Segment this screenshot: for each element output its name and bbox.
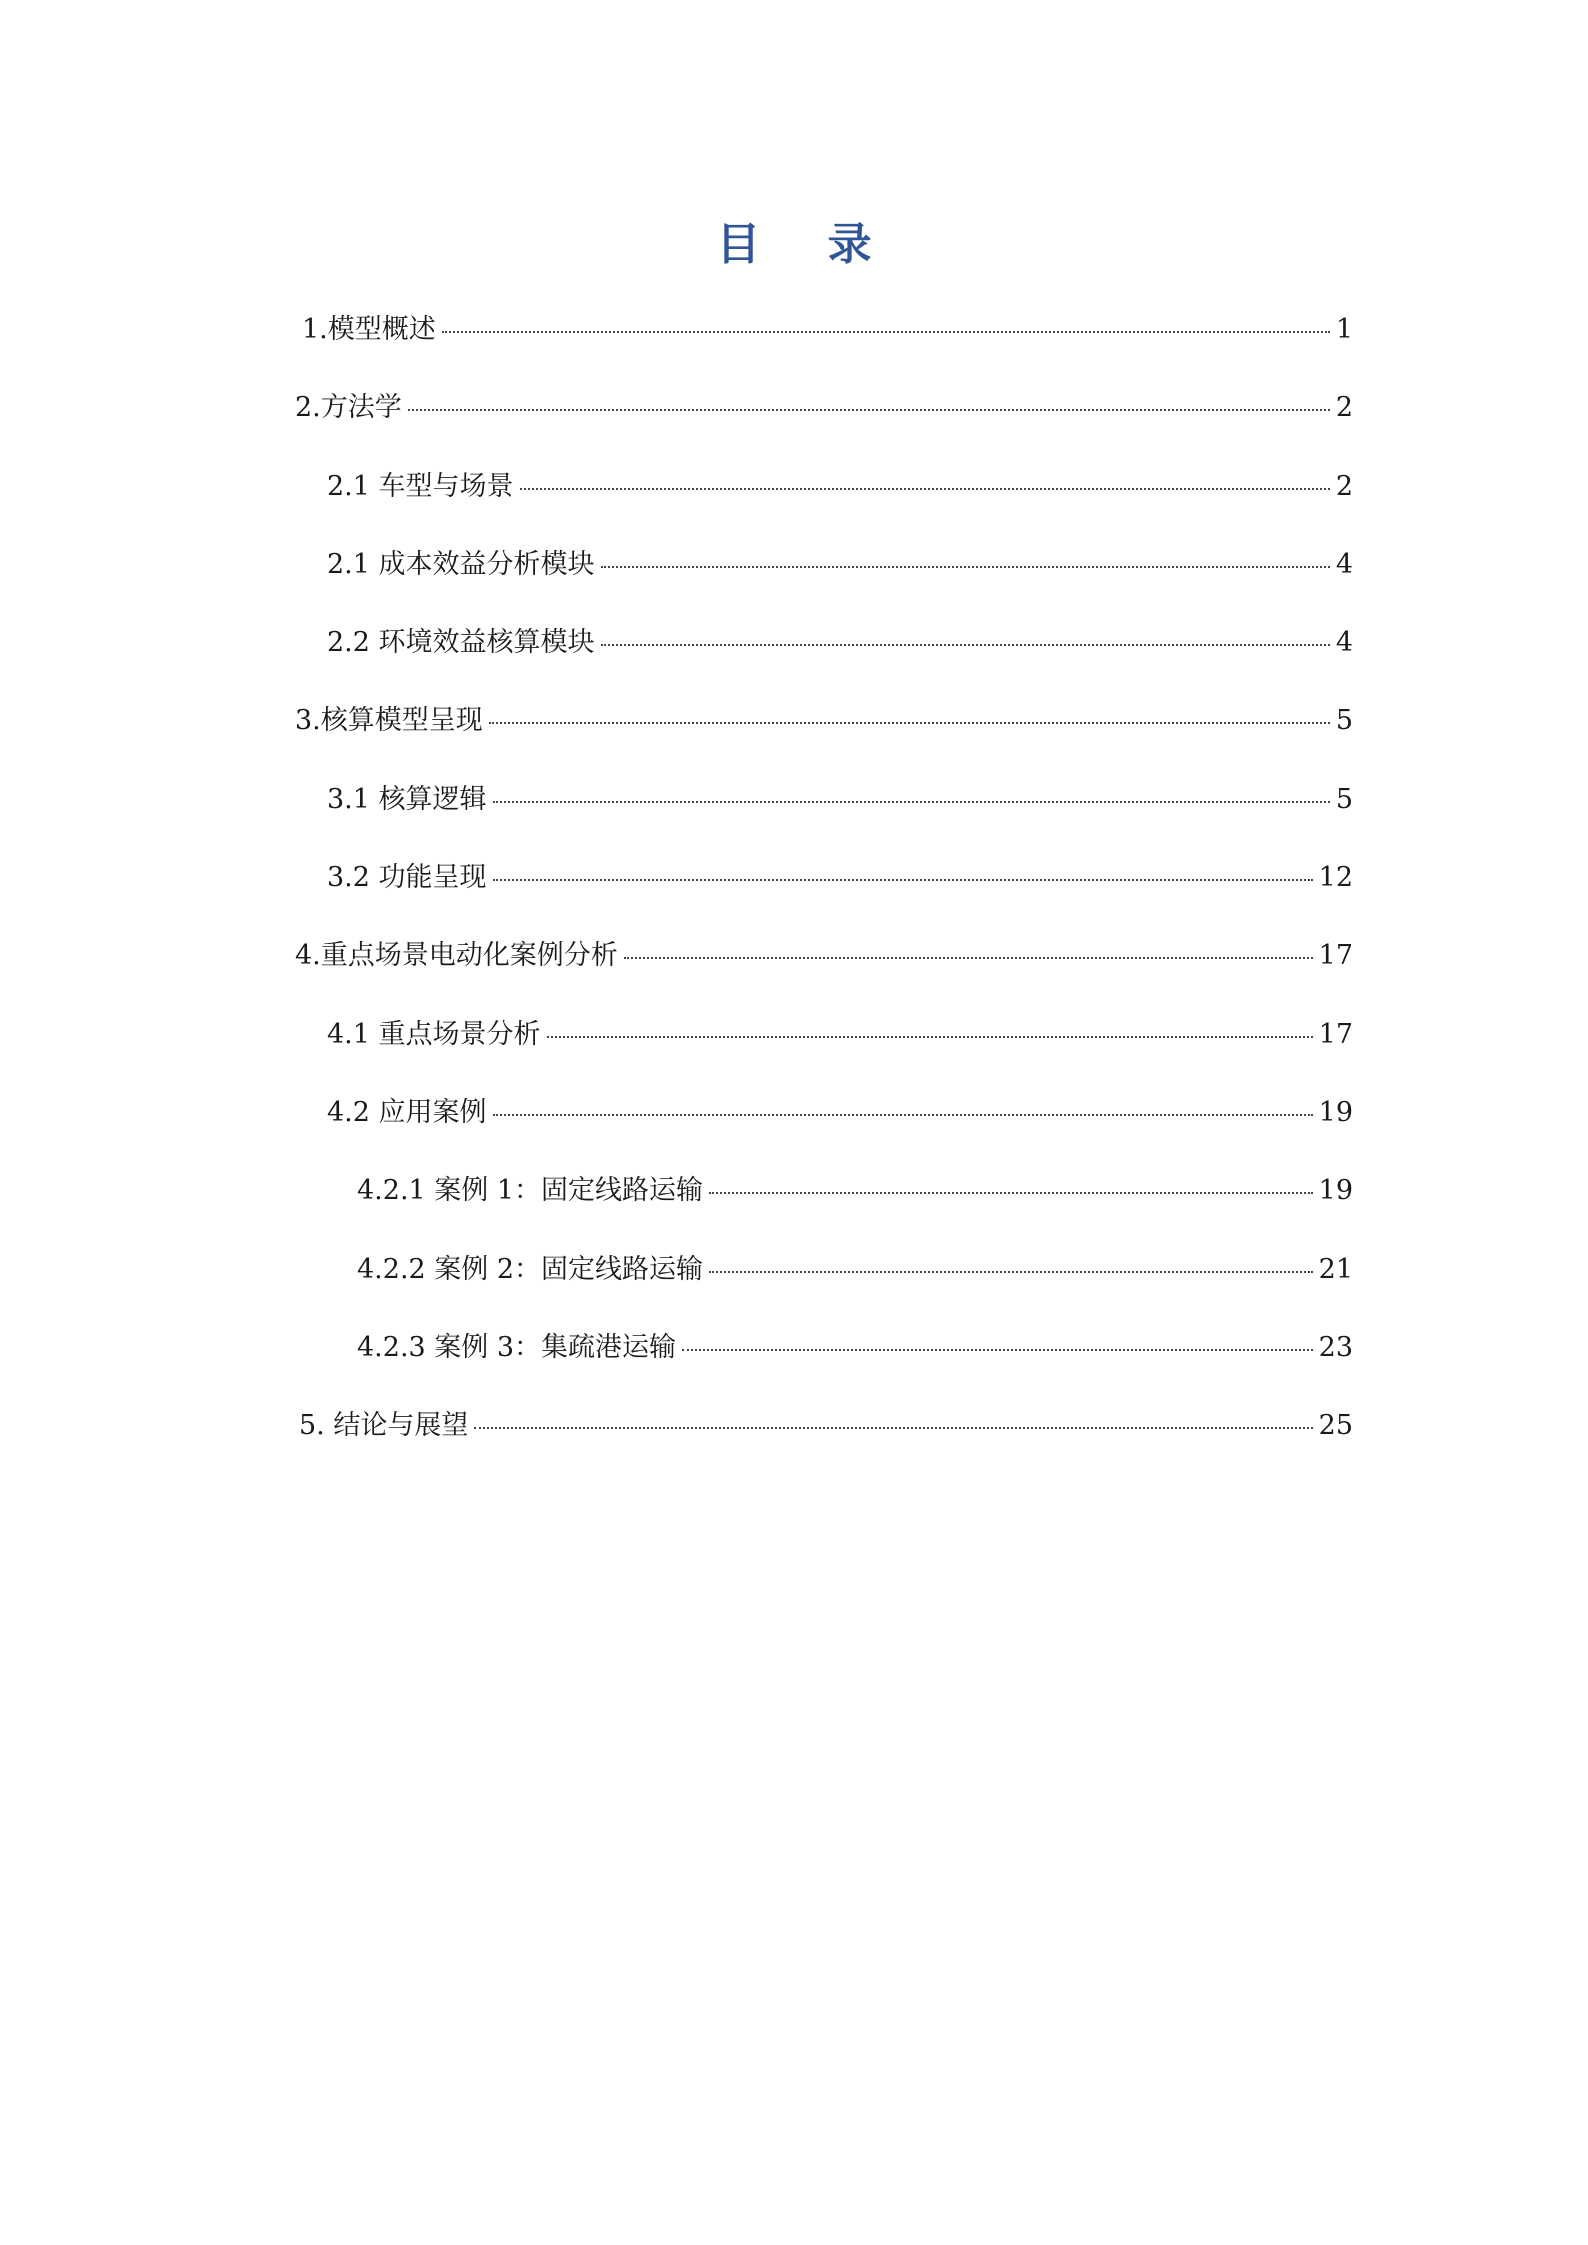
toc-entry[interactable] [295, 1171, 1353, 1249]
toc-entry[interactable] [295, 1406, 1353, 1484]
dot-leader [520, 487, 1330, 490]
toc-entry-page: 2 [1335, 470, 1353, 502]
toc-entry-label: 3.核算模型呈现 [295, 705, 483, 737]
toc-entry-label: 5. 结论与展望 [299, 1410, 469, 1442]
toc-entry-page: 19 [1318, 1175, 1353, 1207]
toc-entry-label: 3.2 功能呈现 [327, 862, 487, 894]
dot-leader [601, 643, 1330, 646]
toc-entry[interactable] [295, 858, 1353, 936]
dot-leader [493, 800, 1330, 803]
toc-entry[interactable] [295, 545, 1353, 623]
dot-leader [682, 1348, 1313, 1351]
toc-entry[interactable] [295, 310, 1353, 388]
toc-list [295, 310, 1353, 1484]
dot-leader [474, 1426, 1312, 1429]
toc-entry[interactable] [295, 388, 1353, 466]
toc-entry-page: 2 [1335, 392, 1353, 424]
dot-leader [408, 408, 1330, 411]
toc-entry[interactable] [295, 780, 1353, 858]
toc-entry-page: 12 [1318, 862, 1353, 894]
dot-leader [493, 1113, 1313, 1116]
toc-entry-label: 3.1 核算逻辑 [327, 783, 487, 815]
dot-leader [709, 1270, 1313, 1273]
dot-leader [624, 956, 1313, 959]
toc-entry-page: 23 [1318, 1331, 1353, 1363]
toc-entry-page: 5 [1335, 783, 1353, 815]
toc-entry[interactable] [295, 936, 1353, 1014]
toc-entry-page: 4 [1335, 548, 1353, 580]
toc-entry-label: 1.模型概述 [302, 314, 436, 345]
toc-entry[interactable] [295, 1015, 1353, 1093]
toc-entry[interactable] [295, 701, 1353, 779]
dot-leader [709, 1191, 1313, 1194]
toc-entry-page: 21 [1318, 1253, 1353, 1285]
toc-entry-label: 2.1 成本效益分析模块 [327, 548, 595, 580]
toc-entry[interactable] [295, 1093, 1353, 1171]
toc-entry-page: 17 [1318, 1018, 1353, 1050]
toc-entry-page: 19 [1318, 1096, 1353, 1128]
toc-entry-page: 5 [1335, 705, 1353, 737]
toc-entry[interactable] [295, 1250, 1353, 1328]
toc-entry-label: 2.1 车型与场景 [327, 470, 514, 502]
toc-entry-page: 17 [1318, 940, 1353, 972]
toc-entry[interactable] [295, 623, 1353, 701]
toc-entry-label: 4.1 重点场景分析 [327, 1018, 541, 1050]
toc-entry-page: 4 [1335, 627, 1353, 659]
dot-leader [601, 565, 1330, 568]
toc-entry-label: 4.重点场景电动化案例分析 [295, 940, 618, 972]
toc-entry-label: 4.2.1 案例 1：固定线路运输 [357, 1175, 704, 1207]
toc-entry-label: 2.2 环境效益核算模块 [327, 627, 595, 659]
dot-leader [493, 878, 1313, 881]
toc-title: 目 录 [716, 219, 898, 270]
toc-entry-label: 4.2.2 案例 2：固定线路运输 [357, 1253, 704, 1285]
toc-entry[interactable] [295, 467, 1353, 545]
toc-entry-label: 4.2 应用案例 [327, 1096, 487, 1128]
dot-leader [442, 330, 1330, 333]
toc-entry-label: 2.方法学 [295, 392, 402, 424]
toc-entry-page: 25 [1318, 1410, 1353, 1442]
dot-leader [547, 1035, 1313, 1038]
dot-leader [489, 721, 1330, 724]
toc-entry[interactable] [295, 1328, 1353, 1406]
toc-entry-page: 1 [1335, 314, 1353, 345]
toc-entry-label: 4.2.3 案例 3：集疏港运输 [357, 1331, 677, 1363]
